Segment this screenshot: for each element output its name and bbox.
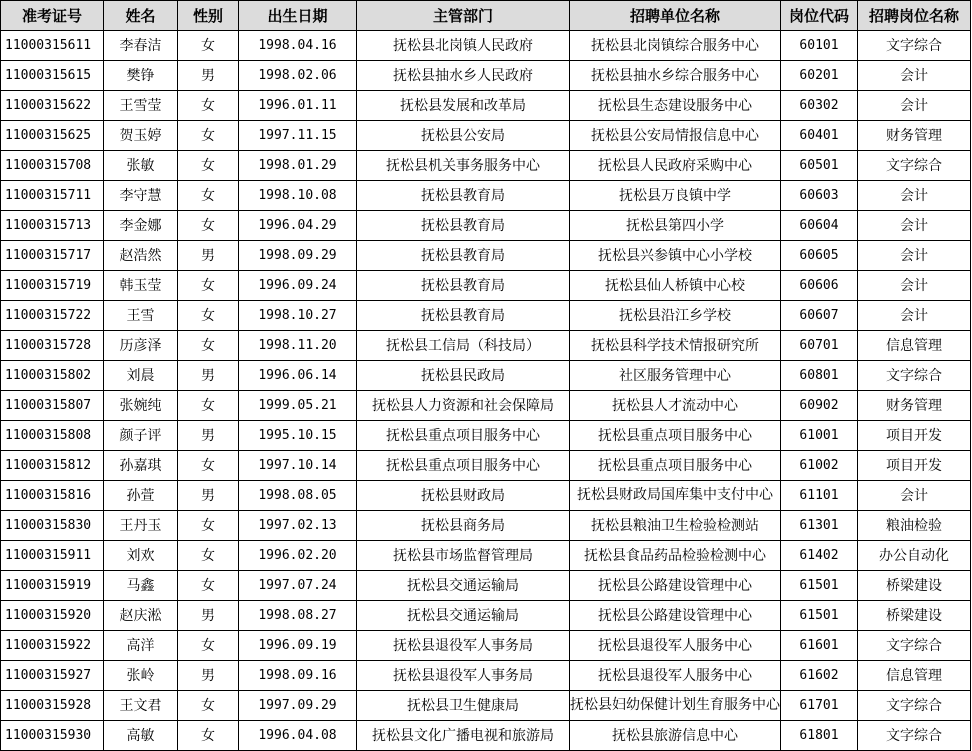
exam-id-cell: 11000315611 <box>1 31 104 61</box>
position-code-cell: 60101 <box>781 31 858 61</box>
exam-id-cell: 11000315615 <box>1 61 104 91</box>
department-cell: 抚松县教育局 <box>357 211 570 241</box>
birth-date-cell: 1996.02.20 <box>239 541 357 571</box>
employer-cell: 抚松县财政局国库集中支付中心 <box>570 481 781 511</box>
birth-date-cell: 1998.11.20 <box>239 331 357 361</box>
position-code-cell: 60607 <box>781 301 858 331</box>
gender-cell: 男 <box>178 661 239 691</box>
department-cell: 抚松县重点项目服务中心 <box>357 451 570 481</box>
position-code-cell: 60902 <box>781 391 858 421</box>
header-birth-date: 出生日期 <box>239 1 357 31</box>
table-row <box>1 181 971 211</box>
department-cell: 抚松县教育局 <box>357 181 570 211</box>
header-position-code: 岗位代码 <box>781 1 858 31</box>
exam-id-cell: 11000315802 <box>1 361 104 391</box>
position-code-cell: 60605 <box>781 241 858 271</box>
name-cell: 孙嘉琪 <box>104 451 178 481</box>
gender-cell: 女 <box>178 511 239 541</box>
employer-cell: 抚松县公安局情报信息中心 <box>570 121 781 151</box>
employer-cell: 抚松县退役军人服务中心 <box>570 661 781 691</box>
department-cell: 抚松县工信局（科技局） <box>357 331 570 361</box>
position-name-cell: 会计 <box>858 181 971 211</box>
gender-cell: 女 <box>178 541 239 571</box>
table-row <box>1 391 971 421</box>
name-cell: 赵浩然 <box>104 241 178 271</box>
position-name-cell: 会计 <box>858 91 971 121</box>
position-name-cell: 会计 <box>858 211 971 241</box>
table-row <box>1 571 971 601</box>
table-row <box>1 331 971 361</box>
name-cell: 孙萱 <box>104 481 178 511</box>
position-name-cell: 文字综合 <box>858 721 971 751</box>
position-code-cell: 61501 <box>781 571 858 601</box>
table-row <box>1 91 971 121</box>
birth-date-cell: 1998.10.08 <box>239 181 357 211</box>
employer-cell: 抚松县公路建设管理中心 <box>570 601 781 631</box>
name-cell: 王雪 <box>104 301 178 331</box>
position-code-cell: 60201 <box>781 61 858 91</box>
name-cell: 高敏 <box>104 721 178 751</box>
position-code-cell: 60302 <box>781 91 858 121</box>
employer-cell: 抚松县第四小学 <box>570 211 781 241</box>
position-name-cell: 文字综合 <box>858 691 971 721</box>
position-code-cell: 60801 <box>781 361 858 391</box>
birth-date-cell: 1998.02.06 <box>239 61 357 91</box>
table-row <box>1 631 971 661</box>
name-cell: 韩玉莹 <box>104 271 178 301</box>
gender-cell: 女 <box>178 181 239 211</box>
department-cell: 抚松县教育局 <box>357 301 570 331</box>
birth-date-cell: 1997.10.14 <box>239 451 357 481</box>
gender-cell: 女 <box>178 331 239 361</box>
department-cell: 抚松县发展和改革局 <box>357 91 570 121</box>
exam-id-cell: 11000315816 <box>1 481 104 511</box>
exam-id-cell: 11000315713 <box>1 211 104 241</box>
name-cell: 颜子评 <box>104 421 178 451</box>
department-cell: 抚松县机关事务服务中心 <box>357 151 570 181</box>
exam-id-cell: 11000315919 <box>1 571 104 601</box>
position-code-cell: 60606 <box>781 271 858 301</box>
birth-date-cell: 1996.04.08 <box>239 721 357 751</box>
table-header-row <box>1 1 971 31</box>
position-code-cell: 61402 <box>781 541 858 571</box>
exam-id-cell: 11000315920 <box>1 601 104 631</box>
department-cell: 抚松县退役军人事务局 <box>357 661 570 691</box>
gender-cell: 女 <box>178 271 239 301</box>
header-department: 主管部门 <box>357 1 570 31</box>
gender-cell: 女 <box>178 391 239 421</box>
employer-cell: 抚松县仙人桥镇中心校 <box>570 271 781 301</box>
birth-date-cell: 1998.10.27 <box>239 301 357 331</box>
employer-cell: 抚松县科学技术情报研究所 <box>570 331 781 361</box>
header-exam-id: 准考证号 <box>1 1 104 31</box>
gender-cell: 女 <box>178 31 239 61</box>
position-code-cell: 61001 <box>781 421 858 451</box>
position-name-cell: 桥梁建设 <box>858 571 971 601</box>
table-row <box>1 421 971 451</box>
department-cell: 抚松县教育局 <box>357 271 570 301</box>
position-name-cell: 会计 <box>858 271 971 301</box>
position-name-cell: 信息管理 <box>858 661 971 691</box>
department-cell: 抚松县民政局 <box>357 361 570 391</box>
name-cell: 贺玉婷 <box>104 121 178 151</box>
header-gender: 性别 <box>178 1 239 31</box>
table-body <box>1 31 971 751</box>
exam-id-cell: 11000315719 <box>1 271 104 301</box>
exam-id-cell: 11000315807 <box>1 391 104 421</box>
name-cell: 张婉纯 <box>104 391 178 421</box>
position-code-cell: 61701 <box>781 691 858 721</box>
employer-cell: 抚松县人才流动中心 <box>570 391 781 421</box>
exam-id-cell: 11000315711 <box>1 181 104 211</box>
position-name-cell: 项目开发 <box>858 421 971 451</box>
name-cell: 赵庆淞 <box>104 601 178 631</box>
name-cell: 王文君 <box>104 691 178 721</box>
birth-date-cell: 1996.09.19 <box>239 631 357 661</box>
birth-date-cell: 1996.09.24 <box>239 271 357 301</box>
gender-cell: 女 <box>178 451 239 481</box>
department-cell: 抚松县卫生健康局 <box>357 691 570 721</box>
birth-date-cell: 1997.02.13 <box>239 511 357 541</box>
employer-cell: 抚松县妇幼保健计划生育服务中心 <box>570 691 781 721</box>
gender-cell: 男 <box>178 601 239 631</box>
department-cell: 抚松县退役军人事务局 <box>357 631 570 661</box>
department-cell: 抚松县抽水乡人民政府 <box>357 61 570 91</box>
employer-cell: 抚松县公路建设管理中心 <box>570 571 781 601</box>
birth-date-cell: 1996.06.14 <box>239 361 357 391</box>
position-name-cell: 会计 <box>858 241 971 271</box>
department-cell: 抚松县财政局 <box>357 481 570 511</box>
exam-id-cell: 11000315717 <box>1 241 104 271</box>
birth-date-cell: 1998.01.29 <box>239 151 357 181</box>
gender-cell: 男 <box>178 241 239 271</box>
department-cell: 抚松县文化广播电视和旅游局 <box>357 721 570 751</box>
gender-cell: 男 <box>178 361 239 391</box>
name-cell: 张敏 <box>104 151 178 181</box>
birth-date-cell: 1998.08.05 <box>239 481 357 511</box>
employer-cell: 抚松县旅游信息中心 <box>570 721 781 751</box>
birth-date-cell: 1997.11.15 <box>239 121 357 151</box>
position-name-cell: 项目开发 <box>858 451 971 481</box>
name-cell: 马鑫 <box>104 571 178 601</box>
employer-cell: 抚松县人民政府采购中心 <box>570 151 781 181</box>
employer-cell: 社区服务管理中心 <box>570 361 781 391</box>
table-row <box>1 511 971 541</box>
employer-cell: 抚松县抽水乡综合服务中心 <box>570 61 781 91</box>
position-name-cell: 文字综合 <box>858 31 971 61</box>
exam-id-cell: 11000315911 <box>1 541 104 571</box>
exam-id-cell: 11000315812 <box>1 451 104 481</box>
gender-cell: 女 <box>178 301 239 331</box>
exam-id-cell: 11000315930 <box>1 721 104 751</box>
birth-date-cell: 1996.01.11 <box>239 91 357 121</box>
position-name-cell: 信息管理 <box>858 331 971 361</box>
position-name-cell: 文字综合 <box>858 151 971 181</box>
department-cell: 抚松县市场监督管理局 <box>357 541 570 571</box>
name-cell: 历彦泽 <box>104 331 178 361</box>
position-code-cell: 60701 <box>781 331 858 361</box>
gender-cell: 女 <box>178 571 239 601</box>
birth-date-cell: 1998.04.16 <box>239 31 357 61</box>
position-name-cell: 文字综合 <box>858 631 971 661</box>
birth-date-cell: 1998.09.29 <box>239 241 357 271</box>
position-name-cell: 桥梁建设 <box>858 601 971 631</box>
name-cell: 王雪莹 <box>104 91 178 121</box>
exam-id-cell: 11000315622 <box>1 91 104 121</box>
name-cell: 樊铮 <box>104 61 178 91</box>
header-name: 姓名 <box>104 1 178 31</box>
header-position-name: 招聘岗位名称 <box>858 1 971 31</box>
table-row <box>1 31 971 61</box>
table-row <box>1 601 971 631</box>
name-cell: 刘晨 <box>104 361 178 391</box>
exam-id-cell: 11000315625 <box>1 121 104 151</box>
table-row <box>1 121 971 151</box>
employer-cell: 抚松县沿江乡学校 <box>570 301 781 331</box>
table-row <box>1 661 971 691</box>
gender-cell: 男 <box>178 61 239 91</box>
birth-date-cell: 1997.07.24 <box>239 571 357 601</box>
employer-cell: 抚松县万良镇中学 <box>570 181 781 211</box>
birth-date-cell: 1997.09.29 <box>239 691 357 721</box>
table-row <box>1 211 971 241</box>
position-name-cell: 粮油检验 <box>858 511 971 541</box>
exam-id-cell: 11000315808 <box>1 421 104 451</box>
name-cell: 刘欢 <box>104 541 178 571</box>
exam-id-cell: 11000315722 <box>1 301 104 331</box>
header-employer: 招聘单位名称 <box>570 1 781 31</box>
gender-cell: 女 <box>178 211 239 241</box>
table-row <box>1 271 971 301</box>
position-name-cell: 财务管理 <box>858 121 971 151</box>
gender-cell: 男 <box>178 421 239 451</box>
gender-cell: 男 <box>178 481 239 511</box>
exam-id-cell: 11000315830 <box>1 511 104 541</box>
name-cell: 张岭 <box>104 661 178 691</box>
position-code-cell: 61301 <box>781 511 858 541</box>
employer-cell: 抚松县食品药品检验检测中心 <box>570 541 781 571</box>
table-row <box>1 721 971 751</box>
department-cell: 抚松县北岗镇人民政府 <box>357 31 570 61</box>
gender-cell: 女 <box>178 91 239 121</box>
table-row <box>1 541 971 571</box>
gender-cell: 女 <box>178 121 239 151</box>
position-code-cell: 61501 <box>781 601 858 631</box>
position-code-cell: 61601 <box>781 631 858 661</box>
name-cell: 李守慧 <box>104 181 178 211</box>
department-cell: 抚松县人力资源和社会保障局 <box>357 391 570 421</box>
position-code-cell: 61801 <box>781 721 858 751</box>
employer-cell: 抚松县重点项目服务中心 <box>570 451 781 481</box>
position-name-cell: 会计 <box>858 301 971 331</box>
name-cell: 李春洁 <box>104 31 178 61</box>
gender-cell: 女 <box>178 691 239 721</box>
department-cell: 抚松县交通运输局 <box>357 601 570 631</box>
employer-cell: 抚松县兴参镇中心小学校 <box>570 241 781 271</box>
birth-date-cell: 1998.08.27 <box>239 601 357 631</box>
table-row <box>1 301 971 331</box>
birth-date-cell: 1996.04.29 <box>239 211 357 241</box>
employer-cell: 抚松县退役军人服务中心 <box>570 631 781 661</box>
position-code-cell: 60401 <box>781 121 858 151</box>
table-row <box>1 61 971 91</box>
table-row <box>1 241 971 271</box>
table-row <box>1 691 971 721</box>
name-cell: 高洋 <box>104 631 178 661</box>
position-code-cell: 60604 <box>781 211 858 241</box>
position-code-cell: 60501 <box>781 151 858 181</box>
department-cell: 抚松县重点项目服务中心 <box>357 421 570 451</box>
exam-id-cell: 11000315928 <box>1 691 104 721</box>
position-code-cell: 61101 <box>781 481 858 511</box>
exam-id-cell: 11000315708 <box>1 151 104 181</box>
birth-date-cell: 1999.05.21 <box>239 391 357 421</box>
table-row <box>1 481 971 511</box>
table-row <box>1 361 971 391</box>
birth-date-cell: 1995.10.15 <box>239 421 357 451</box>
employer-cell: 抚松县粮油卫生检验检测站 <box>570 511 781 541</box>
position-code-cell: 61602 <box>781 661 858 691</box>
position-name-cell: 办公自动化 <box>858 541 971 571</box>
employer-cell: 抚松县重点项目服务中心 <box>570 421 781 451</box>
position-name-cell: 文字综合 <box>858 361 971 391</box>
department-cell: 抚松县商务局 <box>357 511 570 541</box>
employer-cell: 抚松县北岗镇综合服务中心 <box>570 31 781 61</box>
gender-cell: 女 <box>178 631 239 661</box>
table-row <box>1 151 971 181</box>
position-name-cell: 会计 <box>858 481 971 511</box>
table-row <box>1 451 971 481</box>
position-name-cell: 财务管理 <box>858 391 971 421</box>
exam-id-cell: 11000315922 <box>1 631 104 661</box>
exam-id-cell: 11000315927 <box>1 661 104 691</box>
position-code-cell: 61002 <box>781 451 858 481</box>
position-name-cell: 会计 <box>858 61 971 91</box>
department-cell: 抚松县交通运输局 <box>357 571 570 601</box>
employer-cell: 抚松县生态建设服务中心 <box>570 91 781 121</box>
birth-date-cell: 1998.09.16 <box>239 661 357 691</box>
department-cell: 抚松县公安局 <box>357 121 570 151</box>
name-cell: 王丹玉 <box>104 511 178 541</box>
gender-cell: 女 <box>178 721 239 751</box>
position-code-cell: 60603 <box>781 181 858 211</box>
exam-id-cell: 11000315728 <box>1 331 104 361</box>
gender-cell: 女 <box>178 151 239 181</box>
name-cell: 李金娜 <box>104 211 178 241</box>
department-cell: 抚松县教育局 <box>357 241 570 271</box>
